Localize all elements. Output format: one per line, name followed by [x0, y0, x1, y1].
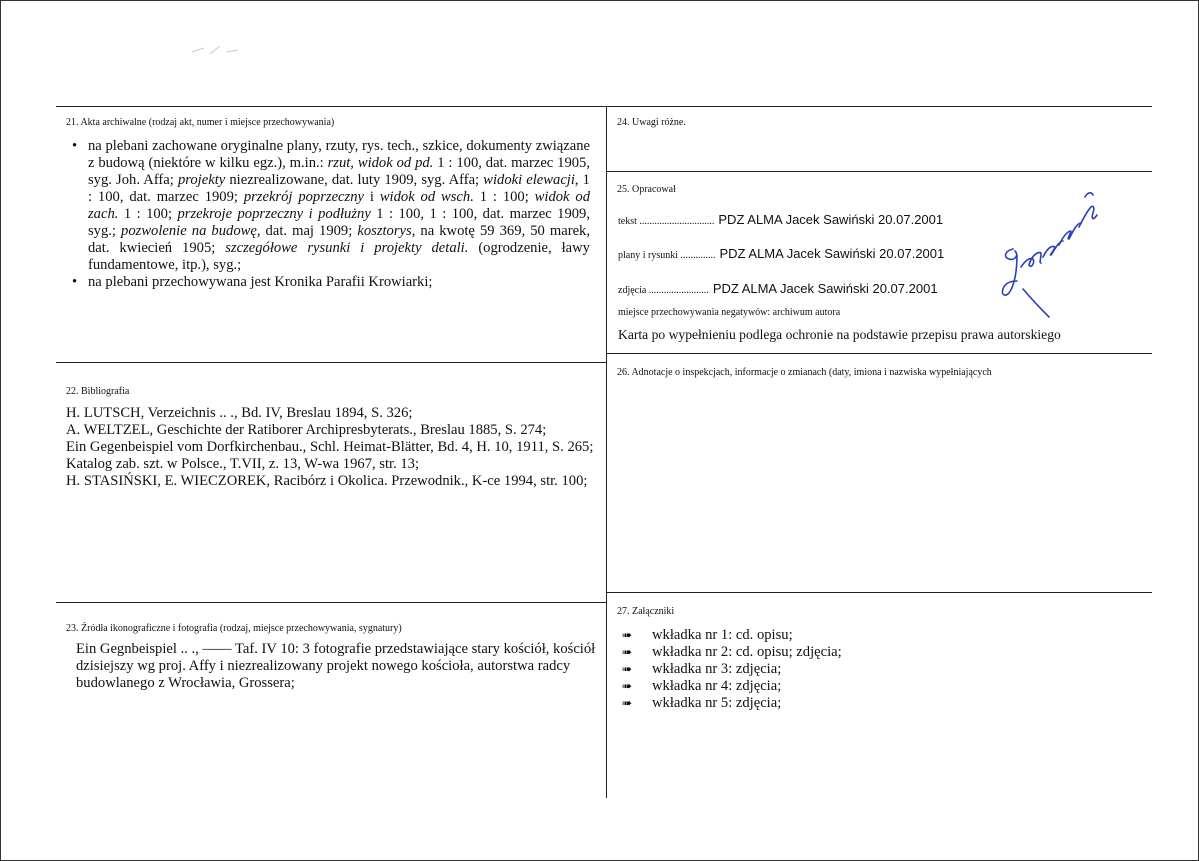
arrow-right-icon: ➠ — [622, 628, 633, 642]
arrow-right-icon: ➠ — [622, 662, 633, 676]
attachment-label: wkładka nr 4: zdjęcia; — [652, 678, 782, 694]
rule-center — [606, 106, 607, 798]
bibliography-list — [66, 405, 602, 490]
rule-right-26 — [606, 592, 1152, 593]
bibliography-entry: H. LUTSCH, Verzeichnis .. ., Bd. IV, Breslau 1894, S. 326; — [66, 405, 413, 421]
italic-run: projekty — [177, 172, 226, 188]
bullet-dot: • — [72, 274, 78, 290]
rule-left-mid — [56, 362, 606, 363]
text-run: 1 : 100, dat. marzec 1905, syg. Joh. Affa; — [88, 155, 590, 188]
italic-run: widoki elewacji — [483, 172, 575, 188]
tekst-row — [618, 211, 943, 229]
bibliography-entry: H. STASIŃSKI, E. WIECZOREK, Racibórz i Okolica. Przewodnik., K-ce 1994, str. 100; — [66, 473, 588, 489]
italic-run: kosztorys — [357, 223, 412, 239]
attachment-item — [622, 678, 1142, 695]
text-run: (ogrodzenie, ławy fundamentowe, itp.), syg.; — [88, 240, 590, 273]
attachments-list — [622, 627, 1142, 712]
plany-row — [618, 245, 944, 263]
text-run: i — [364, 189, 380, 205]
attachment-item — [622, 627, 1142, 644]
section-27-title: 27. Załączniki — [617, 606, 675, 617]
copyright-note: Karta po wypełnieniu podlega ochronie na podstawie przepisu prawa autorskiego — [618, 327, 1061, 342]
attachment-label: wkładka nr 2: cd. opisu; zdjęcia; — [652, 644, 842, 660]
iconography-text: Ein Gegnbeispiel .. ., —— Taf. IV 10: 3 fotografie przedstawiające stary kościół, kościół dzisiejszy wg proj. Affy i niezrealizowany projekt nowego kościoła, autorstwa radcy budowlanego z Wrocławia, Grossera; — [76, 641, 596, 691]
bibliography-entry: Ein Gegenbeispiel vom Dorfkirchenbau., Schl. Heimat-Blätter, Bd. 4, H. 10, 1911, S. 265; — [66, 439, 594, 455]
italic-run: widok od wsch. — [379, 189, 474, 205]
plany-label: plany i rysunki .............. — [618, 250, 716, 261]
rule-left-low — [56, 602, 606, 603]
attachment-item — [622, 644, 1142, 661]
bibliography-entry: Katalog zab. szt. w Polsce., T.VII, z. 13, W-wa 1967, str. 13; — [66, 456, 420, 472]
italic-run: rzut, widok od pd. — [327, 155, 434, 171]
arrow-right-icon: ➠ — [622, 696, 633, 710]
signature-icon — [995, 185, 1110, 320]
text-run: , 1 : 100, dat. marzec 1909; — [88, 172, 590, 205]
archive-bullet-plans — [70, 138, 590, 274]
section-26-title: 26. Adnotacje o inspekcjach, informacje o zmianach (daty, imiona i nazwiska wypełniających — [617, 367, 992, 378]
rule-right-25 — [606, 353, 1152, 354]
arrow-right-icon: ➠ — [622, 645, 633, 659]
italic-run: szczegółowe rysunki i projekty detali. — [225, 240, 469, 256]
arrow-right-icon: ➠ — [622, 679, 633, 693]
rule-right-24 — [606, 171, 1152, 172]
section-21-body — [70, 138, 590, 291]
section-23-title: 23. Źródła ikonograficzne i fotografia (rodzaj, miejsce przechowywania, sygnatury) — [66, 623, 402, 634]
section-25-title: 25. Opracował — [617, 184, 676, 195]
text-run: , na kwotę 59 369, 50 marek, dat. kwiecień 1905; — [88, 223, 590, 256]
attachment-item — [622, 695, 1142, 712]
text-run: 1 : 100, 1 : 100, dat. marzec 1909, syg.; — [88, 206, 590, 239]
italic-run: przekroje poprzeczny i podłużny — [177, 206, 371, 222]
attachment-item — [622, 661, 1142, 678]
zdjecia-label: zdjęcia ........................ — [618, 285, 709, 296]
text-run: niezrealizowane, dat. luty 1909, syg. Affa; — [225, 172, 484, 188]
bullet-dot: • — [72, 138, 78, 154]
text-run: 1 : 100; — [118, 206, 178, 222]
negatives-location: miejsce przechowywania negatywów: archiwum autora — [618, 307, 841, 318]
attachment-label: wkładka nr 5: zdjęcia; — [652, 695, 782, 711]
section-24-title: 24. Uwagi różne. — [617, 117, 686, 128]
archive-bullet-chronicle — [70, 274, 590, 291]
section-22-title: 22. Bibliografia — [66, 386, 130, 397]
bibliography-entry: A. WELTZEL, Geschichte der Ratiborer Archipresbyterats., Breslau 1885, S. 274; — [66, 422, 547, 438]
attachment-label: wkładka nr 1: cd. opisu; — [652, 627, 793, 643]
italic-run: widok od zach. — [88, 189, 591, 222]
section-21-title: 21. Akta archiwalne (rodzaj akt, numer i miejsce przechowywania) — [66, 117, 335, 128]
text-run: , dat. maj 1909; — [256, 223, 358, 239]
italic-run: przekrój poprzeczny — [243, 189, 364, 205]
text-run: na plebani przechowywana jest Kronika Parafii Krowiarki; — [88, 274, 433, 290]
scuff-mark — [190, 40, 250, 60]
text-run: na plebani zachowane oryginalne plany, rzuty, rys. tech., szkice, dokumenty związane z budową (niektóre w kilku egz.), m.in.: — [88, 138, 590, 171]
zdjecia-value: PDZ ALMA Jacek Sawiński 20.07.2001 — [712, 281, 938, 296]
italic-run: pozwolenie na budowę — [121, 223, 257, 239]
zdjecia-row — [618, 280, 938, 298]
attachment-label: wkładka nr 3: zdjęcia; — [652, 661, 782, 677]
plany-value: PDZ ALMA Jacek Sawiński 20.07.2001 — [719, 246, 945, 261]
rule-top — [56, 106, 1152, 107]
tekst-label: tekst .............................. — [618, 216, 715, 227]
text-run: 1 : 100; — [473, 189, 535, 205]
tekst-value: PDZ ALMA Jacek Sawiński 20.07.2001 — [718, 212, 944, 227]
